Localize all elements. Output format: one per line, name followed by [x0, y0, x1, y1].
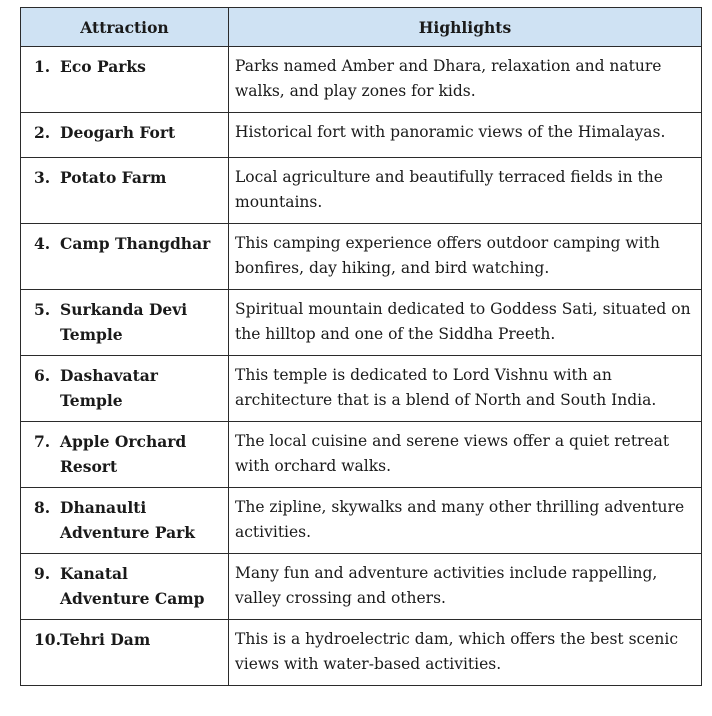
attractions-table [20, 7, 702, 686]
highlights-cell: Many fun and adventure activities include rappelling, valley crossing and others. [229, 554, 702, 620]
highlights-cell: This temple is dedicated to Lord Vishnu with an architecture that is a blend of North and South India. [229, 356, 702, 422]
row-number: 10. [34, 630, 61, 649]
row-number: 2. [34, 123, 51, 142]
attraction-name: Eco Parks [60, 57, 146, 76]
attraction-name: Tehri Dam [60, 630, 151, 649]
table-row [21, 290, 702, 356]
attraction-name: Camp Thangdhar [60, 234, 211, 253]
row-number: 8. [34, 498, 51, 517]
highlights-cell: The local cuisine and serene views offer a quiet retreat with orchard walks. [229, 422, 702, 488]
attraction-cell [21, 47, 229, 113]
attraction-cell [21, 422, 229, 488]
row-number: 3. [34, 168, 51, 187]
attraction-cell [21, 113, 229, 158]
attraction-name: Surkanda Devi Temple [60, 300, 188, 344]
header-highlights: Highlights [229, 8, 702, 47]
attraction-cell [21, 356, 229, 422]
table-header-row [21, 8, 702, 47]
table-row [21, 620, 702, 686]
attraction-name: Potato Farm [60, 168, 167, 187]
attraction-cell [21, 290, 229, 356]
table-row [21, 224, 702, 290]
attraction-cell [21, 158, 229, 224]
table-row [21, 158, 702, 224]
attraction-cell [21, 488, 229, 554]
highlights-cell: This camping experience offers outdoor camping with bonfires, day hiking, and bird watching. [229, 224, 702, 290]
table-row [21, 356, 702, 422]
highlights-cell: Local agriculture and beautifully terraced fields in the mountains. [229, 158, 702, 224]
attraction-name: Kanatal Adventure Camp [60, 564, 205, 608]
row-number: 4. [34, 234, 51, 253]
header-attraction: Attraction [21, 8, 229, 47]
attraction-cell [21, 554, 229, 620]
table-row [21, 422, 702, 488]
row-number: 7. [34, 432, 51, 451]
table-row [21, 47, 702, 113]
attraction-name: Deogarh Fort [60, 123, 176, 142]
highlights-cell: Spiritual mountain dedicated to Goddess Sati, situated on the hilltop and one of the Siddha Preeth. [229, 290, 702, 356]
attraction-cell [21, 224, 229, 290]
table-row [21, 113, 702, 158]
attraction-cell [21, 620, 229, 686]
row-number: 6. [34, 366, 51, 385]
attraction-name: Dashavatar Temple [60, 366, 158, 410]
table-row [21, 554, 702, 620]
highlights-cell: Parks named Amber and Dhara, relaxation and nature walks, and play zones for kids. [229, 47, 702, 113]
row-number: 1. [34, 57, 51, 76]
attraction-name: Apple Orchard Resort [60, 432, 187, 476]
highlights-cell: Historical fort with panoramic views of the Himalayas. [229, 113, 702, 158]
row-number: 5. [34, 300, 51, 319]
highlights-cell: The zipline, skywalks and many other thrilling adventure activities. [229, 488, 702, 554]
row-number: 9. [34, 564, 51, 583]
attraction-name: Dhanaulti Adventure Park [60, 498, 196, 542]
table-row [21, 488, 702, 554]
highlights-cell: This is a hydroelectric dam, which offers the best scenic views with water-based activities. [229, 620, 702, 686]
